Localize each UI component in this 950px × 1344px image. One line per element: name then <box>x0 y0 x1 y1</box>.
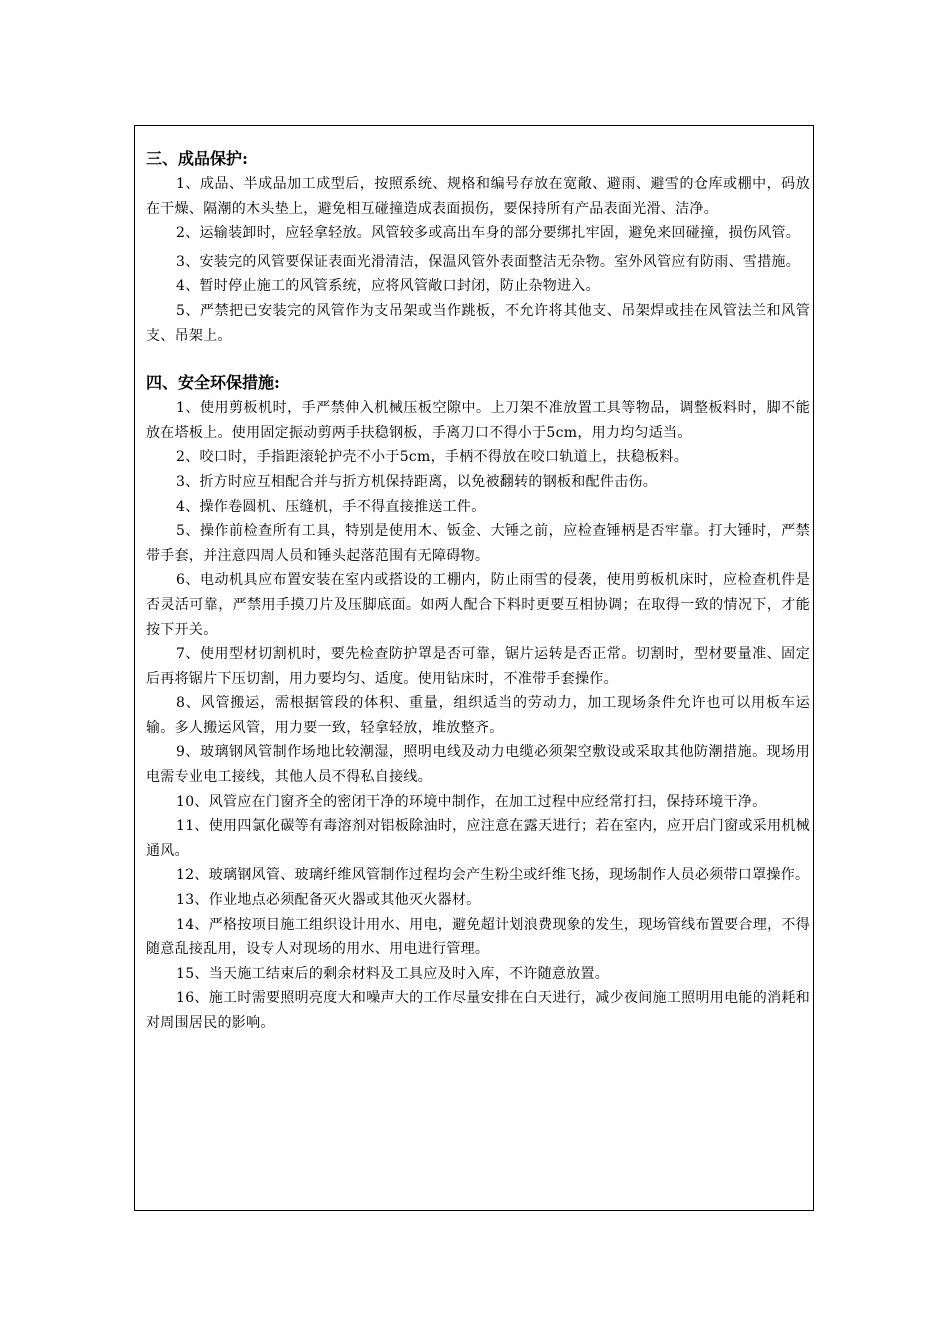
paragraph: 10、风管应在门窗齐全的密闭干净的环境中制作，在加工过程中应经常打扫，保持环境干净。 <box>176 793 767 810</box>
paragraph: 15、当天施工结束后的剩余材料及工具应及时入库，不许随意放置。 <box>176 965 610 982</box>
paragraph: 2、运输装卸时，应轻拿轻放。风管较多或高出车身的部分要绑扎牢固，避免来回碰撞，损伤风管。 <box>176 225 801 242</box>
paragraph: 13、作业地点必须配备灭火器或其他灭火器材。 <box>176 892 481 909</box>
paragraph: 12、玻璃钢风管、玻璃纤维风管制作过程均会产生粉尘或纤维飞扬，现场制作人员必须带口罩操作。 <box>176 867 810 884</box>
paragraph: 9、玻璃钢风管制作场地比较潮湿，照明电线及动力电缆必须架空敷设或采取其他防潮措施。现场用电需专业电工接线，其他人员不得私自接线。 <box>146 744 810 786</box>
paragraph: 4、操作卷圆机、压缝机，手不得直接推送工件。 <box>176 498 486 515</box>
paragraph: 4、暂时停止施工的风管系统，应将风管敞口封闭，防止杂物进入。 <box>176 278 600 295</box>
paragraph: 3、折方时应互相配合并与折方机保持距离，以免被翻转的钢板和配件击伤。 <box>176 473 658 490</box>
section-heading-safety-environment: 四、安全环保措施: <box>146 373 280 393</box>
document-table-frame <box>134 125 814 1211</box>
paragraph: 6、电动机具应布置安装在室内或搭设的工棚内，防止雨雪的侵袭，使用剪板机床时，应检查机件是否灵活可靠，严禁用手摸刀片及压脚底面。如两人配合下料时更要互相协调；在取得一致的情况下，才能按下开关。 <box>146 572 810 638</box>
paragraph: 8、风管搬运，需根据管段的体积、重量，组织适当的劳动力，加工现场条件允许也可以用板车运输。多人搬运风管，用力要一致，轻拿轻放，堆放整齐。 <box>146 695 810 736</box>
paragraph: 14、严格按项目施工组织设计用水、用电，避免超计划浪费现象的发生，现场管线布置要合理，不得随意乱接乱用，设专人对现场的用水、用电进行管理。 <box>146 916 810 958</box>
paragraph: 5、严禁把已安装完的风管作为支吊架或当作跳板，不允许将其他支、吊架焊或挂在风管法兰和风管支、吊架上。 <box>146 302 810 344</box>
section-heading-product-protection: 三、成品保护: <box>146 149 248 168</box>
paragraph: 1、使用剪板机时，手严禁伸入机械压板空隙中。上刀架不准放置工具等物品，调整板料时，脚不能放在塔板上。使用固定振动剪两手扶稳钢板，手离刀口不得小于5cm，用力均匀适当。 <box>146 400 810 441</box>
paragraph: 16、施工时需要照明亮度大和噪声大的工作尽量安排在白天进行，减少夜间施工照明用电能的消耗和对周围居民的影响。 <box>146 990 810 1031</box>
paragraph: 2、咬口时，手指距滚轮护壳不小于5cm，手柄不得放在咬口轨道上，扶稳板料。 <box>176 449 689 466</box>
paragraph: 5、操作前检查所有工具，特别是使用木、钣金、大锤之前，应检查锤柄是否牢靠。打大锤时，严禁带手套，并注意四周人员和锤头起落范围有无障碍物。 <box>146 523 810 564</box>
paragraph: 11、使用四氯化碳等有毒溶剂对铝板除油时，应注意在露天进行；若在室内，应开启门窗或采用机械通风。 <box>146 818 810 859</box>
paragraph: 1、成品、半成品加工成型后，按照系统、规格和编号存放在宽敞、避雨、避雪的仓库或棚中，码放在干燥、隔潮的木头垫上，避免相互碰撞造成表面损伤，要保持所有产品表面光滑、洁净。 <box>146 176 810 217</box>
paragraph: 7、使用型材切割机时，要先检查防护罩是否可靠，锯片运转是否正常。切割时，型材要量准、固定后再将锯片下压切割，用力要均匀、适度。使用钻床时，不准带手套操作。 <box>146 646 810 687</box>
document-content <box>146 146 810 1036</box>
paragraph: 3、安装完的风管要保证表面光滑清洁，保温风管外表面整洁无杂物。室外风管应有防雨、雪措施。 <box>176 253 801 270</box>
